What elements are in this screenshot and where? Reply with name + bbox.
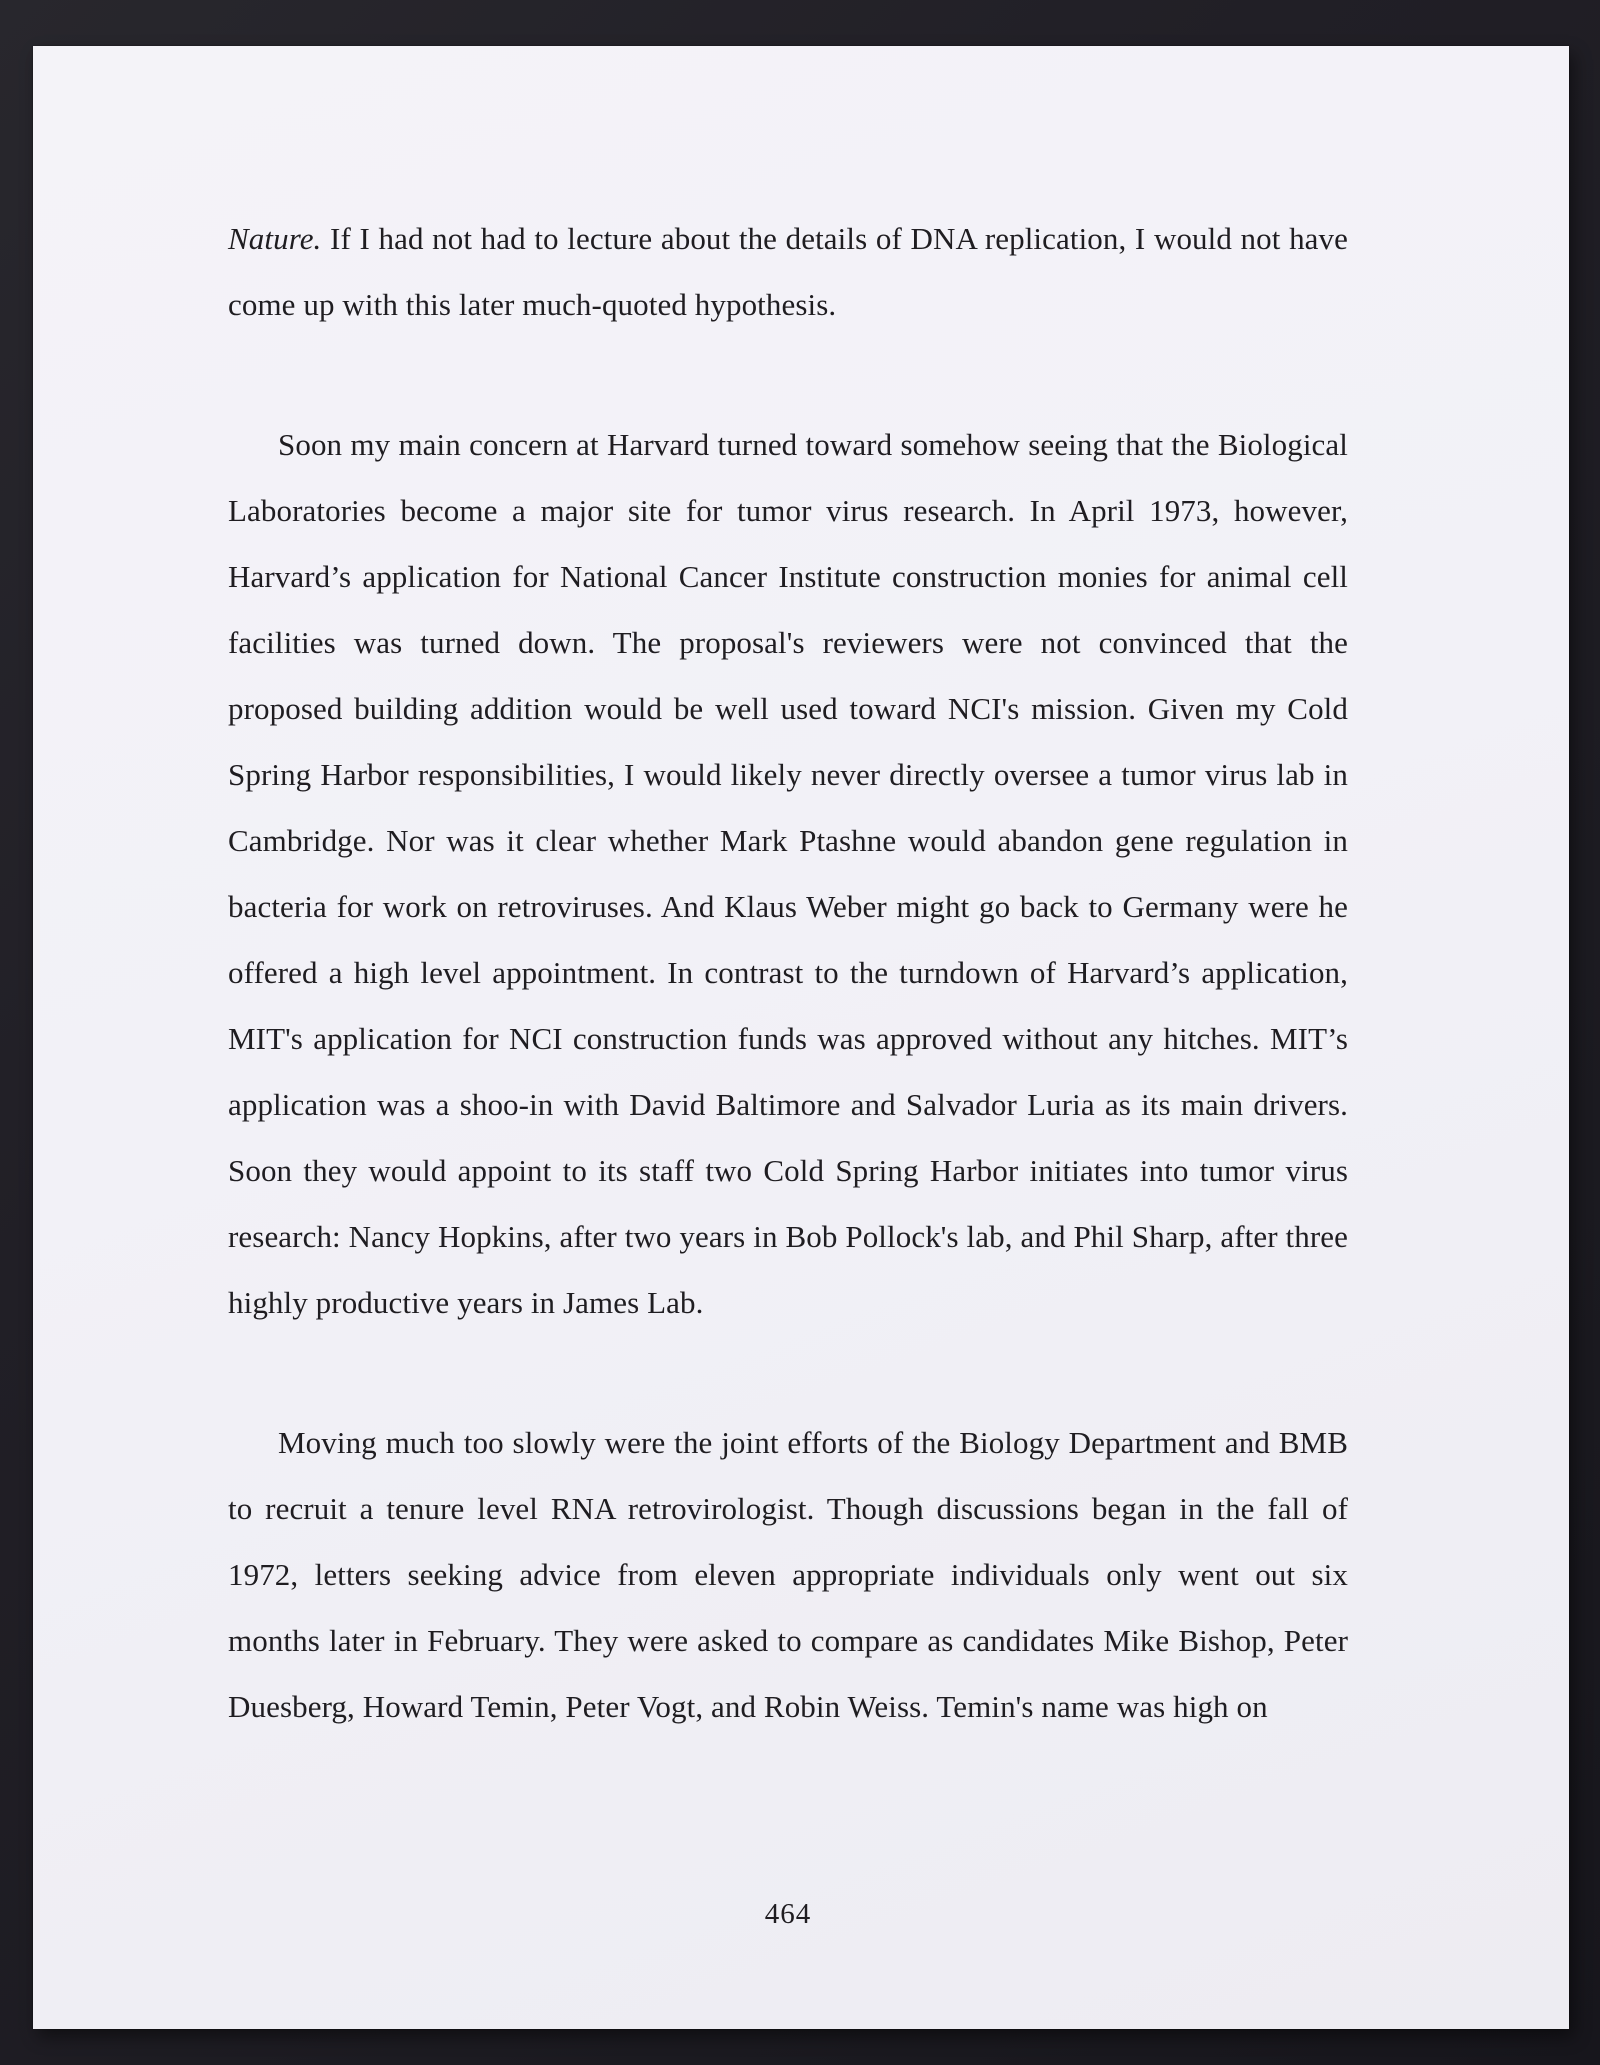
paragraph: Moving much too slowly were the joint efforts of the Biology Department and BMB to recruit a tenure level RNA retrovirologist. Though discussions began in the fall of 1972, letters seeking advice from eleven appropriate individuals only went out six months later in February. They were asked to compare as candidates Mike Bishop, Peter Duesberg, Howard Temin, Peter Vogt, and Robin Weiss. Temin's name was high on	[228, 1425, 1348, 1724]
italic-lead-word: Nature.	[228, 221, 322, 256]
document-page	[33, 46, 1569, 2029]
paragraph: Soon my main concern at Harvard turned toward somehow seeing that the Biological Laboratories become a major site for tumor virus research. In April 1973, however, Harvard’s application for National Cancer Institute construction monies for animal cell facilities was turned down. The proposal's reviewers were not convinced that the proposed building addition would be well used toward NCI's mission. Given my Cold Spring Harbor responsibilities, I would likely never directly oversee a tumor virus lab in Cambridge. Nor was it clear whether Mark Ptashne would abandon gene regulation in bacteria for work on retroviruses. And Klaus Weber might go back to Germany were he offered a high level appointment. In contrast to the turndown of Harvard’s application, MIT's application for NCI construction funds was approved without any hitches. MIT’s application was a shoo-in with David Baltimore and Salvador Luria as its main drivers. Soon they would appoint to its staff two Cold Spring Harbor initiates into tumor virus research: Nancy Hopkins, after two years in Bob Pollock's lab, and Phil Sharp, after three highly productive years in James Lab.	[228, 427, 1348, 1320]
paragraph-text: If I had not had to lecture about the details of DNA replication, I would not have come up with this later much-quoted hypothesis.	[228, 221, 1348, 322]
page-text	[228, 206, 1348, 1740]
paragraph	[228, 206, 1348, 338]
page-number: 464	[764, 1898, 812, 1930]
